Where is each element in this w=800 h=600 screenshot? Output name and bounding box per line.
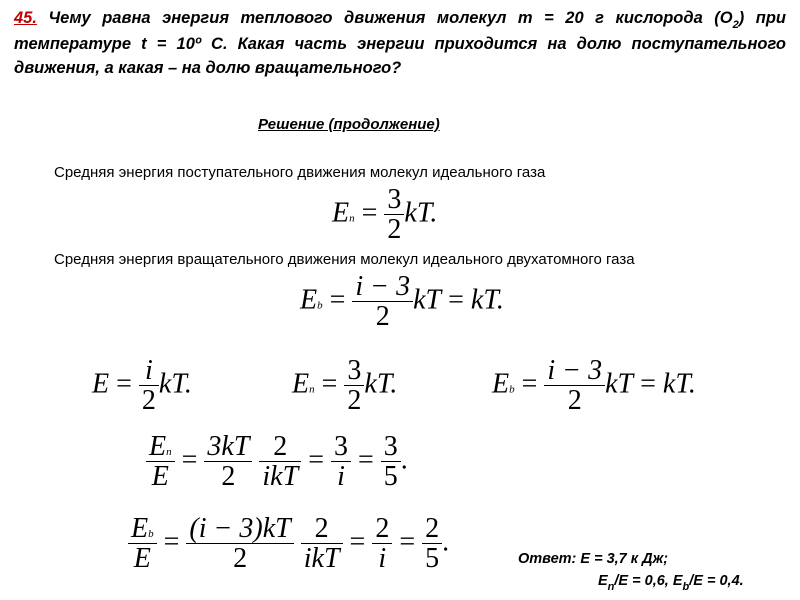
- fraction-2-over-ikT: $\frac{2}{\text{ikT}}$: [259, 432, 301, 492]
- answer-line1: Ответ: E = 3,7 к Дж;: [518, 551, 669, 567]
- fraction-Eb-over-E: $\frac{Eb}{E}$: [128, 514, 157, 574]
- fraction-2-over-i: $\frac{2}{i}$: [372, 514, 392, 574]
- fraction-i-over-2: $\frac{i}{2}$: [139, 356, 159, 416]
- formula-translational-energy: En = $\frac{3}{2}$ kT.: [332, 184, 438, 246]
- paragraph-rotational: Средняя энергия вращательного движения молекул идеального двухатомного газа: [54, 251, 635, 268]
- paragraph-translational: Средняя энергия поступательного движения молекул идеального газа: [54, 164, 546, 181]
- fraction-2-over-ikT: $\frac{2}{\text{ikT}}$: [301, 514, 343, 574]
- fraction-i-minus-3-kT-over-2: $\frac{(i - 3)kT}{2}$: [186, 514, 293, 574]
- fraction-3-over-2: $\frac{3}{2}$: [344, 356, 364, 416]
- fraction-3-over-i: $\frac{3}{i}$: [331, 432, 351, 492]
- fraction-i-minus-3-over-2: $\frac{i - 3}{2}$: [352, 272, 413, 332]
- problem-text-part2: ) при температуре t = 10º C. Какая часть энергии приходится на долю поступательного движения, а какая – на долю вращательного?: [14, 9, 786, 77]
- formula-rotational-energy-repeat: Eb = $\frac{i - 3}{2}$ kT = kT.: [492, 355, 696, 417]
- fraction-3-over-5: $\frac{3}{5}$: [381, 432, 401, 492]
- solution-heading: Решение (продолжение): [258, 116, 440, 133]
- problem-number: 45.: [14, 9, 37, 27]
- fraction-3kT-over-2: $\frac{3kT}{2}$: [204, 432, 252, 492]
- fraction-3-over-2: $\frac{3}{2}$: [384, 185, 404, 245]
- problem-statement: [14, 6, 786, 80]
- answer: [518, 548, 744, 593]
- formula-total-energy: E = $\frac{i}{2}$ kT.: [92, 355, 192, 417]
- answer-line2: $E_n/E = 0,6$, $E_b/E = 0,4$.: [598, 573, 744, 593]
- formula-translational-energy-repeat: En = $\frac{3}{2}$ kT.: [292, 355, 398, 417]
- formula-rotational-ratio: $\frac{Eb}{E}$ = $\frac{(i - 3)kT}{2}$ $\frac{2}{\text{ikT}}$ = $\frac{2}{i}$ = $\frac{2}{5}$ .: [128, 514, 449, 574]
- problem-text-part1: Чему равна энергия теплового движения молекул m = 20 г кислорода (O: [36, 9, 733, 27]
- fraction-i-minus-3-over-2: $\frac{i - 3}{2}$: [544, 356, 605, 416]
- formula-translational-ratio: $\frac{En}{E}$ = $\frac{3kT}{2}$ $\frac{2}{\text{ikT}}$ = $\frac{3}{i}$ = $\frac{3}{5}$ .: [146, 432, 408, 492]
- fraction-2-over-5: $\frac{2}{5}$: [422, 514, 442, 574]
- fraction-En-over-E: $\frac{En}{E}$: [146, 432, 175, 492]
- formula-rotational-energy: Eb = $\frac{i - 3}{2}$ kT = kT.: [300, 271, 504, 333]
- oxygen-subscript: 2: [732, 19, 739, 31]
